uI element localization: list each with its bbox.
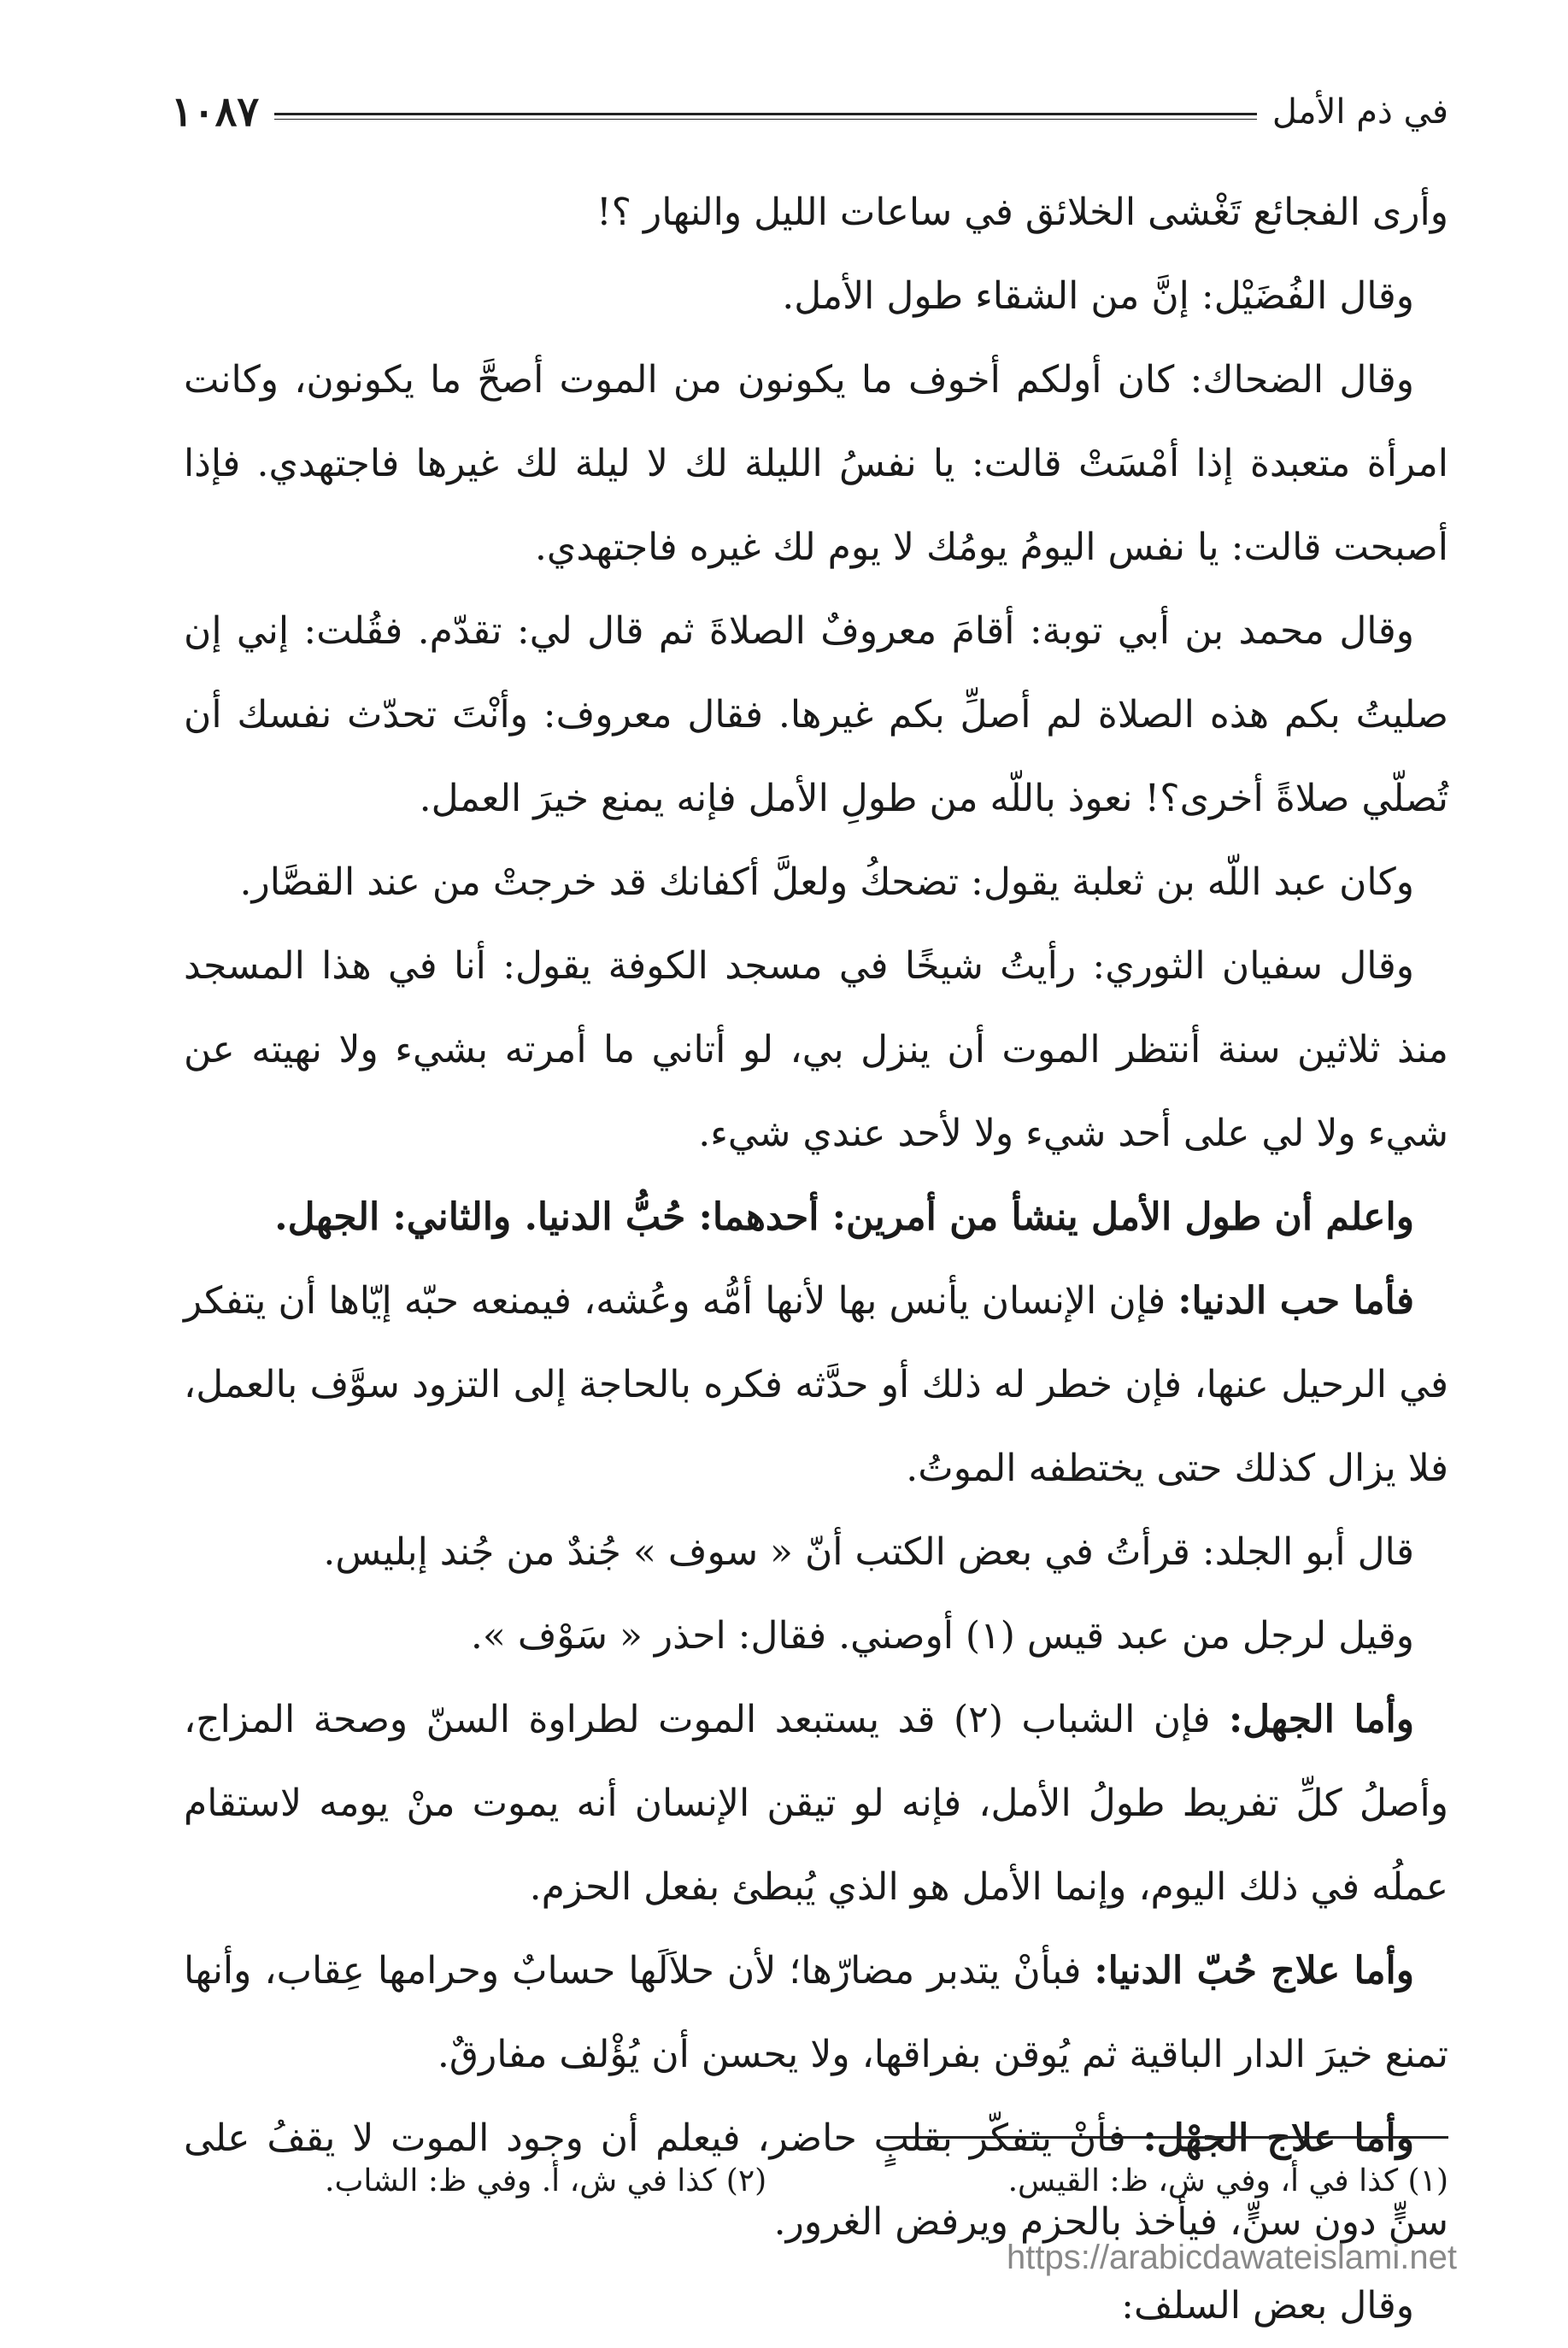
footnote-1: (١) كذا في أ، وفي ش، ظ: القيس.	[1007, 2163, 1448, 2198]
paragraph-text: فبأنْ يتدبر مضارّها؛ لأن حلاَلَها حسابٌ وحرامها عِقاب، وأنها تمنع خيرَ الدار الباقية ثم يُوقن بفراقها، ولا يحسن أن يُؤْلف مفارقٌ.	[184, 1949, 1448, 2076]
paragraph-text: فإن الإنسان يأنس بها لأنها أمُّه وعُشه، فيمنعه حبّه إيّاها أن يتفكر في الرحيل عنها، فإن خطر له ذلك أو حدَّثه فكره بالحاجة إلى التزود سوَّف بالعمل، فلا يزال كذلك حتى يختطفه الموتُ.	[184, 1279, 1448, 1490]
paragraph	[184, 841, 1448, 925]
paragraph-text: وقال الضحاك: كان أولكم أخوف ما يكونون من الموت أصحَّ ما يكونون، وكانت امرأة متعبدة إذا أمْسَتْ قالت: يا نفسُ الليلة لك لا ليلة لك غيرها فاجتهدي. فإذا أصبحت قالت: يا نفس اليومُ يومُك لا يوم لك غيره فاجتهدي.	[184, 358, 1449, 569]
body-text	[184, 171, 1448, 2348]
paragraph-lead: وأما الجهل:	[1228, 1698, 1414, 1741]
paragraph-text: فأنْ يتفكّر بقلبٍ حاضر، فيعلم أن وجود الموت لا يقفُ على سنٍّ دون سنٍّ، فيأخذ بالحزم ويرفض الغرور.	[184, 2116, 1448, 2244]
paragraph	[184, 590, 1448, 841]
paragraph-text: وقال الفُضَيْل: إنَّ من الشقاء طول الأمل.	[782, 274, 1414, 318]
paragraph	[184, 925, 1448, 1176]
paragraph-text: وقيل لرجل من عبد قيس (١) أوصني. فقال: احذر « سَوْف ».	[470, 1614, 1414, 1658]
running-title: في ذم الأمل	[1271, 92, 1448, 132]
paragraph-text: وقال سفيان الثوري: رأيتُ شيخًا في مسجد الكوفة يقول: أنا في هذا المسجد منذ ثلاثين سنة أنتظر الموت أن ينزل بي، لو أتاني ما أمرته بشيء ولا نهيته عن شيء ولا لي على أحد شيء ولا لأحد عندي شيء.	[184, 944, 1448, 1155]
footnotes	[325, 2163, 1448, 2198]
paragraph-text: قال أبو الجلد: قرأتُ في بعض الكتب أنّ « سوف » جُندٌ من جُند إبليس.	[323, 1530, 1414, 1574]
paragraph-text: وقال محمد بن أبي توبة: أقامَ معروفٌ الصلاةَ ثم قال لي: تقدّم. فقُلت: إني إن صليتُ بكم هذه الصلاة لم أصلِّ بكم غيرها. فقال معروف: وأنْتَ تحدّث نفسك أن تُصلّي صلاةً أخرى؟! نعوذ باللّه من طولِ الأمل فإنه يمنع خيرَ العمل.	[184, 609, 1448, 820]
paragraph	[184, 1511, 1448, 1594]
paragraph-lead: فأما حب الدنيا:	[1177, 1279, 1415, 1323]
paragraph	[184, 171, 1448, 255]
paragraph-text: فإن الشباب (٢) قد يستبعد الموت لطراوة السنّ وصحة المزاج، وأصلُ كلِّ تفريط طولُ الأمل، فإنه لو تيقن الإنسان أنه يموت منْ يومه لاستقام عملُه في ذلك اليوم، وإنما الأمل هو الذي يُبطئ بفعل الحزم.	[184, 1698, 1448, 1909]
paragraph	[184, 1259, 1448, 1511]
paragraph	[184, 1929, 1448, 2097]
paragraph-text: واعلم أن طول الأمل ينشأ من أمرين: أحدهما: حُبُّ الدنيا. والثاني: الجهل.	[274, 1195, 1414, 1239]
paragraph	[184, 1678, 1448, 1929]
paragraph-text: وأرى الفجائع تَغْشى الخلائق في ساعات الليل والنهار ؟!	[596, 191, 1448, 234]
paragraph	[184, 255, 1448, 338]
page-number: ١٠٨٧	[171, 88, 260, 136]
paragraph-text: وكان عبد اللّه بن ثعلبة يقول: تضحكُ ولعلَّ أكفانك قد خرجتْ من عند القصَّار.	[239, 860, 1414, 904]
paragraph-text: وقال بعض السلف:	[1121, 2284, 1414, 2327]
watermark-url: https://arabicdawateislami.net	[1007, 2239, 1457, 2276]
paragraph	[184, 338, 1448, 590]
paragraph	[184, 1176, 1448, 1259]
footnote-2: (٢) كذا في ش، أ. وفي ظ: الشاب.	[325, 2163, 767, 2198]
paragraph-lead: وأما علاج الجهْل:	[1142, 2116, 1415, 2160]
page-header	[171, 82, 1448, 142]
paragraph-lead: وأما علاج حُبّ الدنيا:	[1094, 1949, 1414, 1993]
header-rule	[274, 113, 1257, 120]
paragraph	[184, 1594, 1448, 1678]
footnote-rule	[884, 2136, 1448, 2139]
